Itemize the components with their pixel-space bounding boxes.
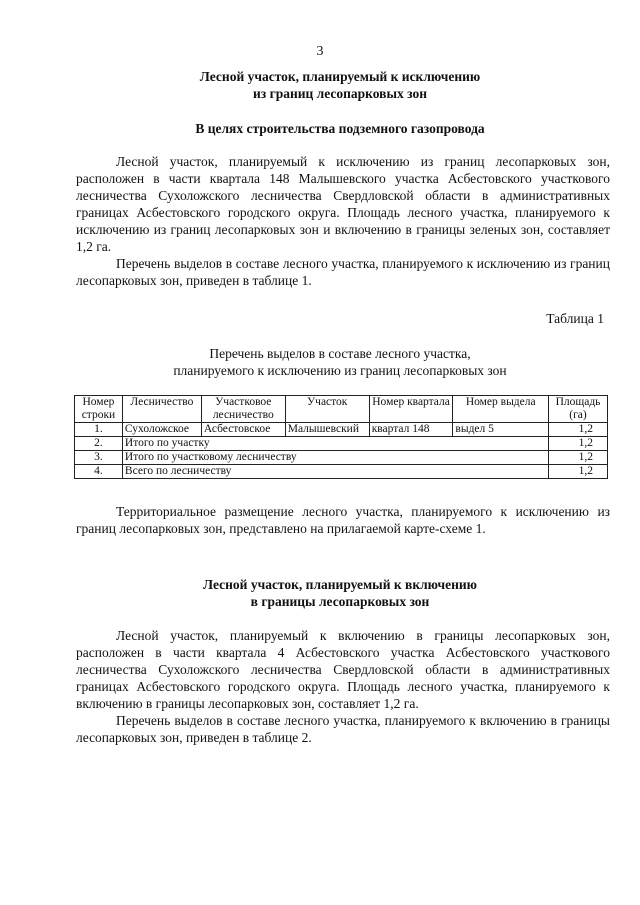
section2-paragraph-2: Перечень выделов в составе лесного участка, планируемого к включению в границы лесопарковых зон, приведен в таблице 2. <box>76 713 610 745</box>
header-district-forestry: Участковое лесничество <box>201 396 285 423</box>
section1-title-line2: из границ лесопарковых зон <box>252 86 428 101</box>
header-num: Номер строки <box>75 396 123 423</box>
cell-num: 4. <box>75 465 123 479</box>
header-area: Площадь (га) <box>549 396 608 423</box>
section1-subtitle: В целях строительства подземного газопровода <box>195 121 485 136</box>
section1-paragraph-1: Лесной участок, планируемый к исключению из границ лесопарковых зон, расположен в части квартала 148 Малышевского участка Асбестовского участкового лесничества Сухоложского лесничества Свердловской области в административных границах Асбестовского городского округа. Площадь лесного участка, планируемого к исключению из границ лесопарковых зон и включению в границы зеленых зон, составляет 1,2 га. <box>76 154 610 254</box>
table-caption <box>60 345 620 379</box>
section2-title <box>60 576 620 610</box>
header-quarter: Номер квартала <box>369 396 453 423</box>
cell-area: 1,2 <box>549 423 608 437</box>
cell-plot: Малышевский <box>285 423 369 437</box>
map-reference <box>76 503 610 537</box>
cell-num: 2. <box>75 437 123 451</box>
table-row <box>75 437 608 451</box>
cell-allotment: выдел 5 <box>453 423 549 437</box>
cell-total-label: Всего по лесничеству <box>122 465 548 479</box>
cell-quarter: квартал 148 <box>369 423 453 437</box>
cell-forestry: Сухоложское <box>122 423 201 437</box>
header-plot: Участок <box>285 396 369 423</box>
header-forestry: Лесничество <box>122 396 201 423</box>
table-label: Таблица 1 <box>546 311 604 326</box>
table-header-row <box>75 396 608 423</box>
page-number: 3 <box>316 44 324 59</box>
table-row <box>75 451 608 465</box>
cell-num: 3. <box>75 451 123 465</box>
cell-district-forestry: Асбестовское <box>201 423 285 437</box>
cell-total-label: Итого по участковому лесничеству <box>122 451 548 465</box>
section2-title-line2: в границы лесопарковых зон <box>250 594 430 609</box>
section2-body <box>76 627 610 746</box>
table-caption-line2: планируемого к исключению из границ лесопарковых зон <box>173 363 507 378</box>
section1-title-line1: Лесной участок, планируемый к исключению <box>199 69 481 84</box>
cell-area: 1,2 <box>549 465 608 479</box>
cell-total-label: Итого по участку <box>122 437 548 451</box>
section1-body <box>76 153 610 289</box>
section1-paragraph-2: Перечень выделов в составе лесного участка, планируемого к исключению из границ лесопарковых зон, приведен в таблице 1. <box>76 256 610 288</box>
table-row <box>75 423 608 437</box>
table-row <box>75 465 608 479</box>
cell-area: 1,2 <box>549 437 608 451</box>
table-caption-line1: Перечень выделов в составе лесного участка, <box>209 346 471 361</box>
cell-area: 1,2 <box>549 451 608 465</box>
section2-paragraph-1: Лесной участок, планируемый к включению в границы лесопарковых зон, расположен в части квартала 4 Асбестовского участка Асбестовского участкового лесничества Сухоложского лесничества Свердловской области в административных границах Асбестовского городского округа. Площадь лесного участка, планируемого к включению в границы лесопарковых зон, составляет 1,2 га. <box>76 628 610 711</box>
allotments-table <box>74 395 608 479</box>
header-allotment: Номер выдела <box>453 396 549 423</box>
section1-title <box>60 68 620 102</box>
section2-title-line1: Лесной участок, планируемый к включению <box>203 577 477 592</box>
cell-num: 1. <box>75 423 123 437</box>
map-reference-paragraph: Территориальное размещение лесного участка, планируемого к исключению из границ лесопарковых зон, представлено на прилагаемой карте-схеме 1. <box>76 504 610 536</box>
